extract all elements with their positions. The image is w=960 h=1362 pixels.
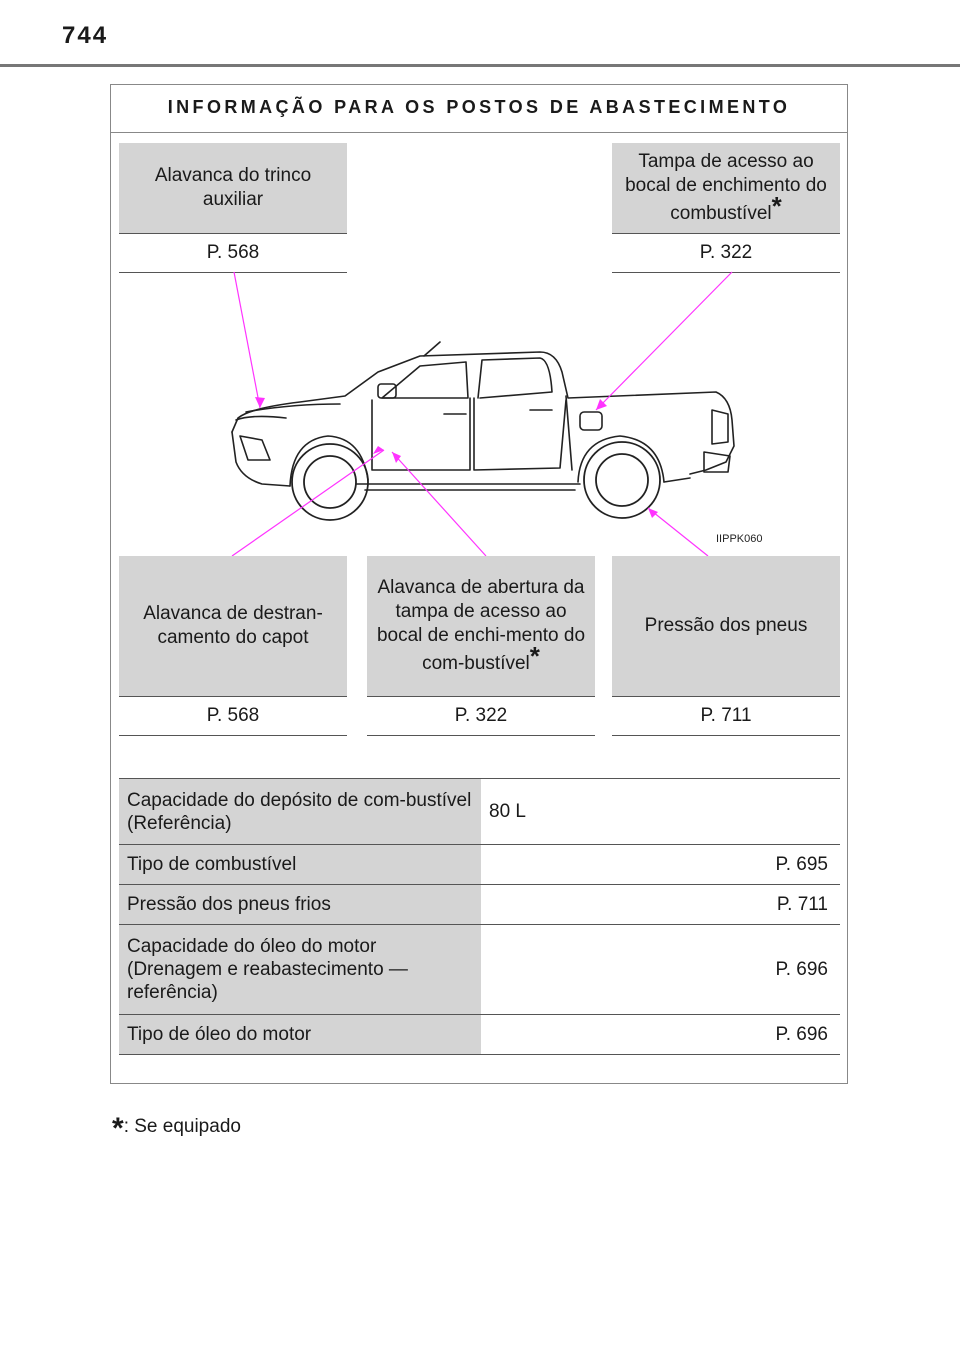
table-row [119,779,840,845]
spec-value: 80 L [481,779,840,845]
callout-fuel-door-text: Tampa de acesso ao bocal de enchimento do combustível* [625,151,827,224]
spec-value: P. 696 [481,925,840,1015]
callout-tire-pressure [612,556,840,736]
callout-hood-release [119,556,347,736]
spec-label: Capacidade do óleo do motor (Drenagem e reabastecimento — referência) [119,925,481,1015]
leader-fuel-door [596,272,732,410]
callout-fuel-door-page: P. 322 [612,234,840,273]
callout-hood-release-text: Alavanca de destran-camento do capot [143,603,323,648]
footnote-asterisk: * [112,1112,124,1145]
leader-aux-latch [234,272,260,408]
callout-aux-latch-page: P. 568 [119,234,347,273]
table-row [119,1015,840,1055]
footnote [112,1106,241,1145]
table-row [119,925,840,1015]
callout-tire-pressure-label [612,556,840,697]
table-row [119,845,840,885]
page-number: 744 [62,22,109,49]
panel-title: INFORMAÇÃO PARA OS POSTOS DE ABASTECIMENTO [111,85,847,133]
leader-tire [648,508,708,556]
callout-fuel-door-opener-text: Alavanca de abertura da tampa de acesso ao bocal de enchi-mento do com-bustível* [376,577,586,674]
wheels [292,442,660,520]
table-row [119,885,840,925]
spec-value: P. 711 [481,885,840,925]
footnote-text: : Se equipado [123,1116,241,1137]
callout-aux-latch-text: Alavanca do trinco auxiliar [154,165,312,210]
specs-table [119,778,840,1055]
callout-fuel-door-opener [367,556,595,736]
callout-tire-pressure-page: P. 711 [612,697,840,736]
callout-tire-pressure-text: Pressão dos pneus [644,615,808,636]
spec-label: Pressão dos pneus frios [119,885,481,925]
callout-hood-release-label [119,556,347,697]
leader-fuel-opener [392,452,486,556]
leader-lines [232,272,732,556]
spec-label: Tipo de óleo do motor [119,1015,481,1055]
spec-label: Capacidade do depósito de com-bustível (Referência) [119,779,481,845]
callout-fuel-door-opener-label [367,556,595,697]
figure-code: IIPPK060 [716,533,763,545]
spec-value: P. 695 [481,845,840,885]
spec-value: P. 696 [481,1015,840,1055]
callout-fuel-door-opener-page: P. 322 [367,697,595,736]
asterisk-mark: * [771,191,782,221]
callout-hood-release-page: P. 568 [119,697,347,736]
spec-label: Tipo de combustível [119,845,481,885]
asterisk-mark: * [529,641,540,671]
leader-arrowheads [255,397,658,518]
